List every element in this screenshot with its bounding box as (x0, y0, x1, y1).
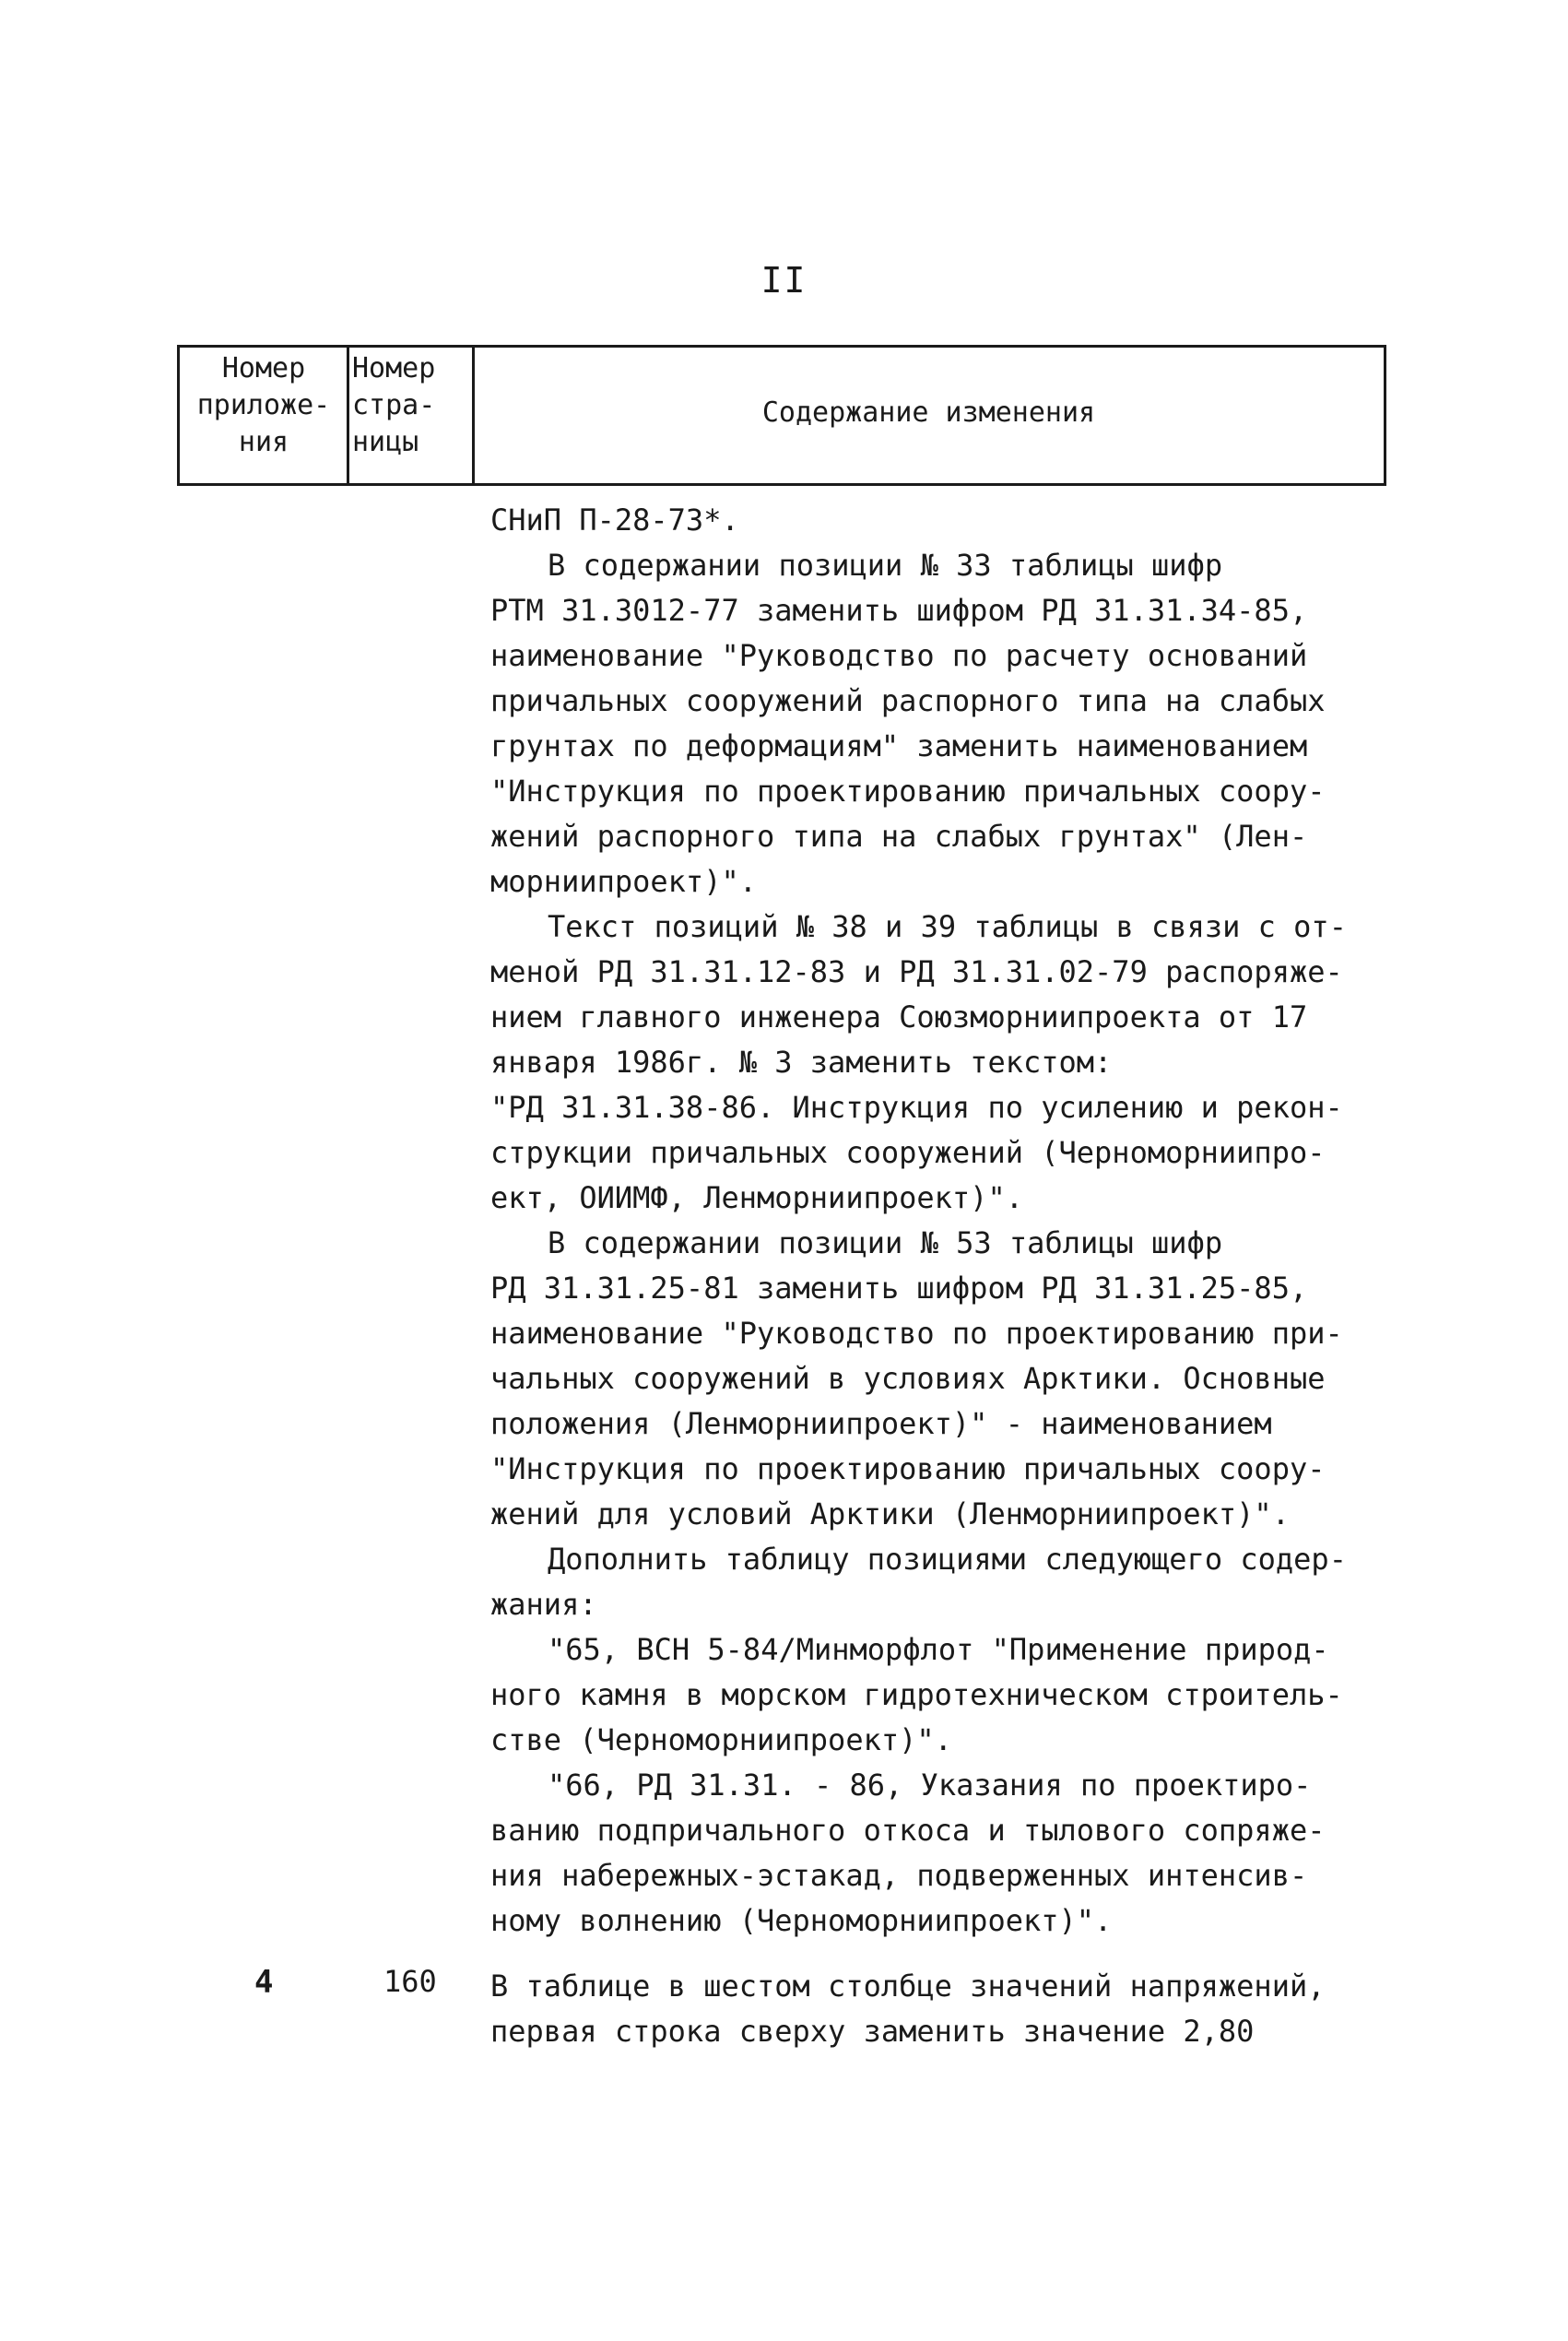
header-left-border (177, 345, 180, 486)
paragraph-position-65: "65, ВСН 5-84/Минморфлот "Применение природ- ного камня в морском гидротехническом строитель- стве (Черноморниипроект)". (490, 1632, 1343, 1757)
header-right-border (1384, 345, 1386, 486)
page-number: II (760, 260, 808, 301)
header-top-border (177, 345, 1386, 348)
paragraph-add-positions: Дополнить таблицу позициями следующего содер- жания: (490, 1542, 1347, 1622)
paragraph-position-66: "66, РД 31.31. - 86, Указания по проектиро- ванию подпричального откоса и тылового сопряже- ния набережных-эстакад, подверженных интенсив- ному волнению (Черноморниипроект)". (490, 1768, 1326, 1938)
header-bottom-border-tail (1287, 483, 1385, 486)
paragraph-position-53: В содержании позиции № 53 таблицы шифр РД 31.31.25-81 заменить шифром РД 31.31.25-85, наименование "Руководство по проектированию при- чальных сооружений в условиях Арктики. Основные положения (Ленморниипроект)" - наименованием "Инструкция по проектированию причальных соору- жений для условий Арктики (Ленморниипроект)". (490, 1225, 1343, 1531)
header-appendix-number: Номер приложе- ния (196, 352, 331, 458)
paragraph-positions-38-39: Текст позиций № 38 и 39 таблицы в связи с от- меной РД 31.31.12-83 и РД 31.31.02-79 распоряже- нием главного инженера Союзморниипроекта от 17 января 1986г. № 3 заменить текстом: "РД 31.31.38-86. Инструкция по усилению и рекон- струкции причальных сооружений (Черноморниипро- ект, ОИИМФ, Ленморниипроект)". (490, 909, 1347, 1215)
table-header (177, 345, 1386, 487)
header-bottom-border (177, 483, 1287, 486)
row-page-number: 160 (383, 1964, 437, 1999)
header-change-content: Содержание изменения (761, 396, 1096, 429)
row-appendix-number: 4 (254, 1964, 274, 2001)
row-change-text: В таблице в шестом столбце значений напряжений, первая строка сверху заменить значение 2,80 (490, 1969, 1326, 2049)
paragraph-position-33: В содержании позиции № 33 таблицы шифр РТМ 31.3012-77 заменить шифром РД 31.31.34-85, наименование "Руководство по расчету оснований причальных сооружений распорного типа на слабых грунтах по деформациям" заменить наименованием "Инструкция по проектированию причальных соору- жений распорного типа на слабых грунтах" (Лен- морниипроект)". (490, 548, 1326, 899)
paragraph-snip: СНиП П-28-73*. (490, 502, 739, 538)
change-content-body (490, 498, 1375, 1944)
header-page-number: Номер стра- ницы (352, 352, 436, 458)
